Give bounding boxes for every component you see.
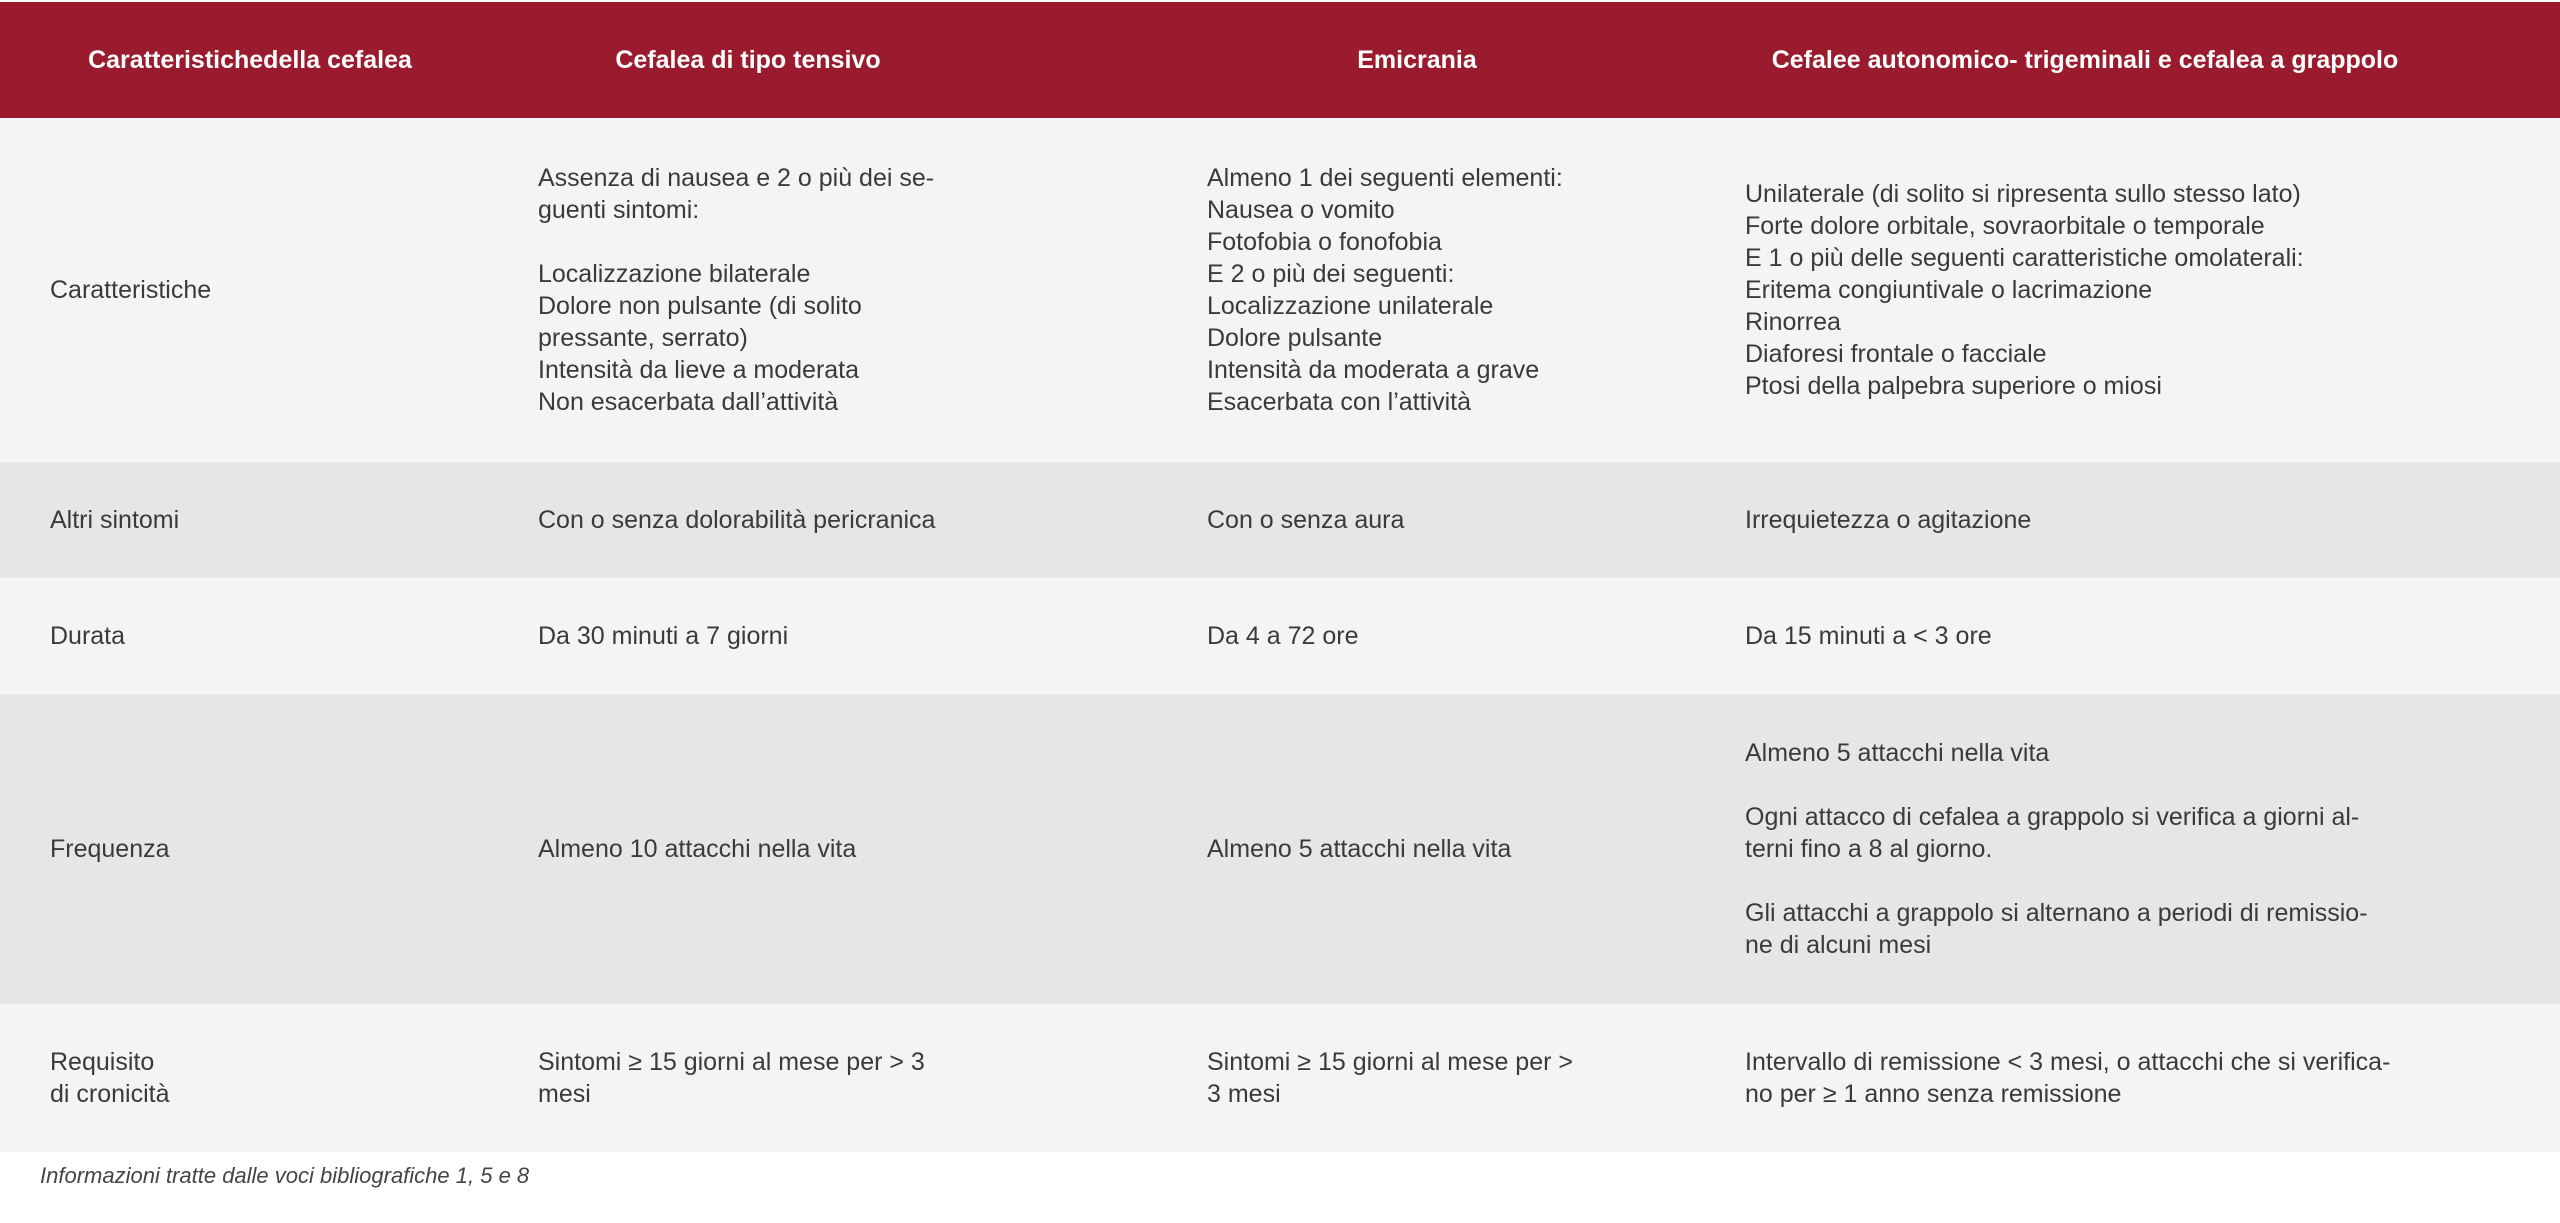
cell-text-line: guenti sintomi: (538, 196, 700, 224)
cell-text-line: Dolore non pulsante (di solito (538, 292, 862, 320)
migraine-cell (1207, 118, 1627, 462)
cell-text-line: Nausea o vomito (1207, 196, 1395, 224)
cell-text-line: Rinorrea (1745, 308, 1841, 336)
cell-text-line: E 1 o più delle seguenti caratteristiche omolaterali: (1745, 244, 2304, 272)
header-cell-cluster (1745, 2, 2425, 118)
table-row (0, 462, 2560, 578)
cell-text-line: Non esacerbata dall’attività (538, 388, 839, 416)
cell-text-line: Con o senza dolorabilità pericranica (538, 506, 936, 534)
cell-text-line: Cefalee autonomico- trigeminali e cefalea a grappolo (1771, 46, 2399, 74)
cell-text-line: Da 15 minuti a < 3 ore (1745, 622, 1992, 650)
row-label-cell (50, 118, 450, 462)
migraine-cell (1207, 1004, 1627, 1152)
cluster-cell (1745, 694, 2425, 1004)
table-row (0, 118, 2560, 462)
table-header-row (0, 2, 2560, 118)
row-label-cell (50, 462, 450, 578)
cell-text-line: Almeno 1 dei seguenti elementi: (1207, 164, 1563, 192)
cell-text-line: Intensità da lieve a moderata (538, 356, 860, 384)
cell-text-line: Emicrania (1357, 46, 1477, 74)
cell-text-line: Unilaterale (di solito si ripresenta sullo stesso lato) (1745, 180, 2301, 208)
cluster-cell (1745, 462, 2425, 578)
row-label-cell (50, 578, 450, 694)
cell-text-line: Intervallo di remissione < 3 mesi, o attacchi che si verifica- (1745, 1048, 2391, 1076)
row-label-cell (50, 1004, 450, 1152)
cluster-cell (1745, 578, 2425, 694)
migraine-cell (1207, 694, 1627, 1004)
header-cell-migraine (1207, 2, 1627, 118)
tension-type-cell (538, 694, 958, 1004)
cell-text-line: Localizzazione unilaterale (1207, 292, 1494, 320)
cell-text-line: Frequenza (50, 835, 170, 863)
cell-text-line: Assenza di nausea e 2 o più dei se- (538, 164, 935, 192)
cluster-cell (1745, 118, 2425, 462)
tension-type-cell (538, 462, 958, 578)
cell-text-line: Gli attacchi a grappolo si alternano a periodi di remissio- (1745, 899, 2368, 927)
cell-text-line: Durata (50, 622, 126, 650)
cell-text-line: Ogni attacco di cefalea a grappolo si verifica a giorni al- (1745, 803, 2360, 831)
migraine-cell (1207, 462, 1627, 578)
migraine-cell (1207, 578, 1627, 694)
cell-text-line: Requisito (50, 1048, 155, 1076)
headache-comparison-table (0, 2, 2560, 1152)
cell-text-line: Da 30 minuti a 7 giorni (538, 622, 789, 650)
cell-text-line: Almeno 5 attacchi nella vita (1207, 835, 1512, 863)
line-spacer (1745, 865, 2425, 897)
cell-text-line: Dolore pulsante (1207, 324, 1383, 352)
tension-type-cell (538, 578, 958, 694)
cell-text-line: Caratteristiche (50, 276, 212, 304)
cell-text-line: terni fino a 8 al giorno. (1745, 835, 1993, 863)
cell-text-line: ne di alcuni mesi (1745, 931, 1932, 959)
cell-text-line: di cronicità (50, 1080, 170, 1108)
cell-text-line: E 2 o più dei seguenti: (1207, 260, 1455, 288)
cell-text-line: Da 4 a 72 ore (1207, 622, 1359, 650)
line-spacer (538, 226, 958, 258)
source-footnote: Informazioni tratte dalle voci bibliografiche 1, 5 e 8 (40, 1163, 530, 1188)
cell-text-line: Almeno 5 attacchi nella vita (1745, 739, 2050, 767)
table-row (0, 578, 2560, 694)
cell-text-line: Localizzazione bilaterale (538, 260, 811, 288)
cell-text-line: Con o senza aura (1207, 506, 1405, 534)
cell-text-line: pressante, serrato) (538, 324, 748, 352)
cell-text-line: Eritema congiuntivale o lacrimazione (1745, 276, 2153, 304)
cell-text-line: Fotofobia o fonofobia (1207, 228, 1442, 256)
cell-text-line: della cefalea (263, 46, 412, 74)
header-cell-tension-type (538, 2, 958, 118)
tension-type-cell (538, 1004, 958, 1152)
row-label-cell (50, 694, 450, 1004)
table-row (0, 1004, 2560, 1152)
cell-text-line: Irrequietezza o agitazione (1745, 506, 2032, 534)
cell-text-line: Altri sintomi (50, 506, 180, 534)
cell-text-line: mesi (538, 1080, 591, 1108)
cell-text-line: Sintomi ≥ 15 giorni al mese per > (1207, 1048, 1573, 1076)
cell-text-line: 3 mesi (1207, 1080, 1281, 1108)
line-spacer (1745, 769, 2425, 801)
cell-text-line: Diaforesi frontale o facciale (1745, 340, 2047, 368)
cell-text-line: Esacerbata con l’attività (1207, 388, 1472, 416)
tension-type-cell (538, 118, 958, 462)
cell-text-line: Intensità da moderata a grave (1207, 356, 1540, 384)
cell-text-line: Forte dolore orbitale, sovraorbitale o temporale (1745, 212, 2265, 240)
cell-text-line: Caratteristiche (88, 46, 264, 74)
cell-text-line: Sintomi ≥ 15 giorni al mese per > 3 (538, 1048, 925, 1076)
table-row (0, 694, 2560, 1004)
cluster-cell (1745, 1004, 2425, 1152)
header-cell-features (50, 2, 450, 118)
cell-text-line: Ptosi della palpebra superiore o miosi (1745, 372, 2162, 400)
cell-text-line: Almeno 10 attacchi nella vita (538, 835, 857, 863)
cell-text-line: Cefalea di tipo tensivo (615, 46, 881, 74)
cell-text-line: no per ≥ 1 anno senza remissione (1745, 1080, 2122, 1108)
